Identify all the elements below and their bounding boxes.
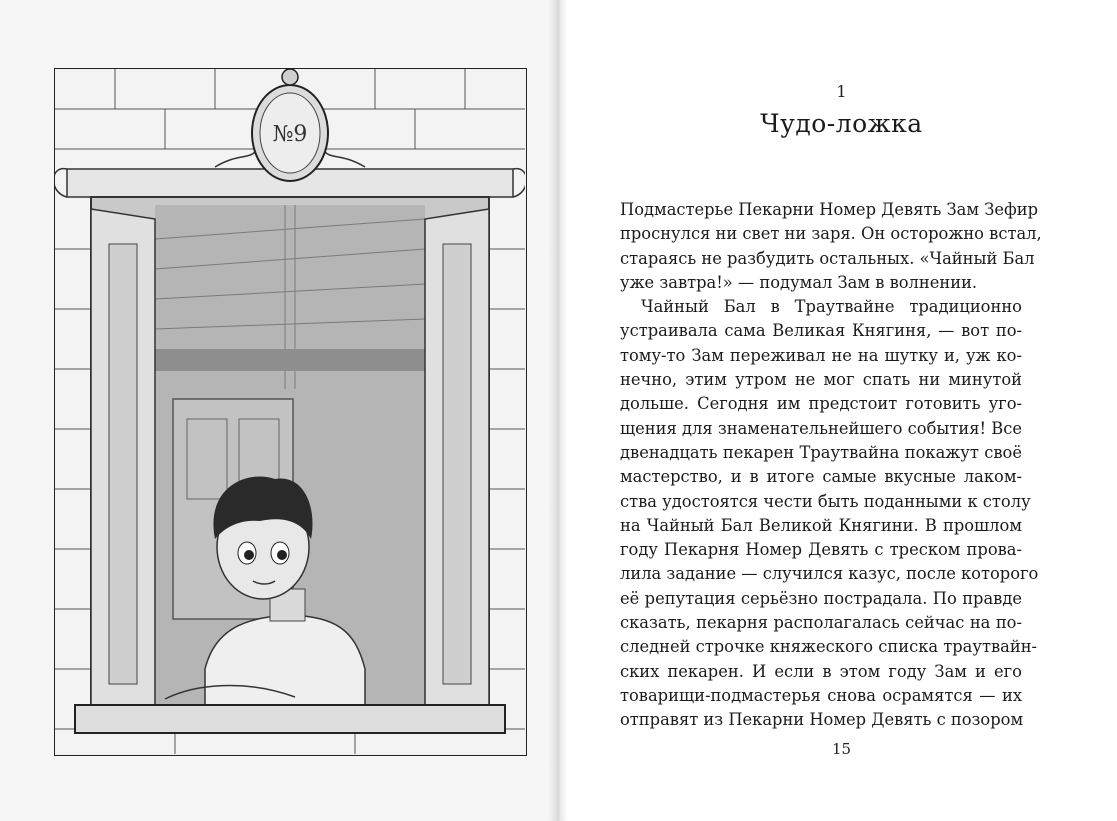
- text-line: сказать, пекарня располагалась сейчас на по-: [620, 613, 1022, 633]
- chapter-number: 1: [836, 82, 847, 101]
- text-line: устраивала сама Великая Княгиня, — вот по-: [620, 321, 1022, 341]
- illustration-drawing: [55, 69, 525, 754]
- text-line: проснулся ни свет ни заря. Он осторожно встал,: [620, 224, 1042, 244]
- page-number: 15: [831, 740, 852, 758]
- text-line: на Чайный Бал Великой Княгини. В прошлом: [620, 515, 1022, 535]
- chapter-body-text: [620, 198, 1042, 733]
- chapter-title: Чудо-ложка: [760, 109, 923, 138]
- window-sill: [75, 705, 505, 733]
- text-line: Подмастерье Пекарни Номер Девять Зам Зефир: [620, 200, 1039, 219]
- text-line: щения для знаменательнейшего события! Все: [620, 418, 1022, 438]
- text-line: дольше. Сегодня им предстоит готовить уго-: [620, 394, 1022, 414]
- text-line: тому-то Зам переживал не на шутку и, уж ко-: [620, 345, 1022, 365]
- illustration-boy-at-window: [54, 68, 527, 756]
- text-line: ства удостоятся чести быть поданными к столу: [620, 491, 1031, 511]
- text-line: уже завтра!» — подумал Зам в волнении.: [620, 272, 978, 292]
- text-line: отправят из Пекарни Номер Девять с позором: [620, 710, 1024, 730]
- text-line: стараясь не разбудить остальных. «Чайный Бал: [620, 248, 1035, 268]
- text-line: лила задание — случился казус, после которого: [620, 564, 1039, 584]
- text-line: товарищи-подмастерья снова осрамятся — их: [620, 685, 1022, 705]
- text-line: мастерство, и в итоге самые вкусные лаком-: [620, 467, 1022, 487]
- ceiling-beam: [155, 349, 425, 371]
- plaque-icon: [215, 69, 365, 181]
- book-gutter: [548, 0, 568, 821]
- paragraph-1: [620, 198, 1042, 295]
- svg-text:№9: №9: [272, 122, 308, 147]
- paragraph-2: [620, 295, 1039, 732]
- text-line: ских пекарен. И если в этом году Зам и его: [620, 661, 1022, 681]
- text-line: нечно, этим утром не мог спать ни минутой: [620, 370, 1022, 390]
- text-line: следней строчке княжеского списка траутвайн-: [620, 637, 1038, 657]
- text-line: году Пекарня Номер Девять с треском прова-: [620, 540, 1022, 560]
- text-line: Чайный Бал в Траутвайне традиционно: [641, 297, 1022, 317]
- text-line: двенадцать пекарен Траутвайна покажут своё: [620, 442, 1022, 462]
- text-line: её репутация серьёзно пострадала. По правде: [620, 588, 1022, 608]
